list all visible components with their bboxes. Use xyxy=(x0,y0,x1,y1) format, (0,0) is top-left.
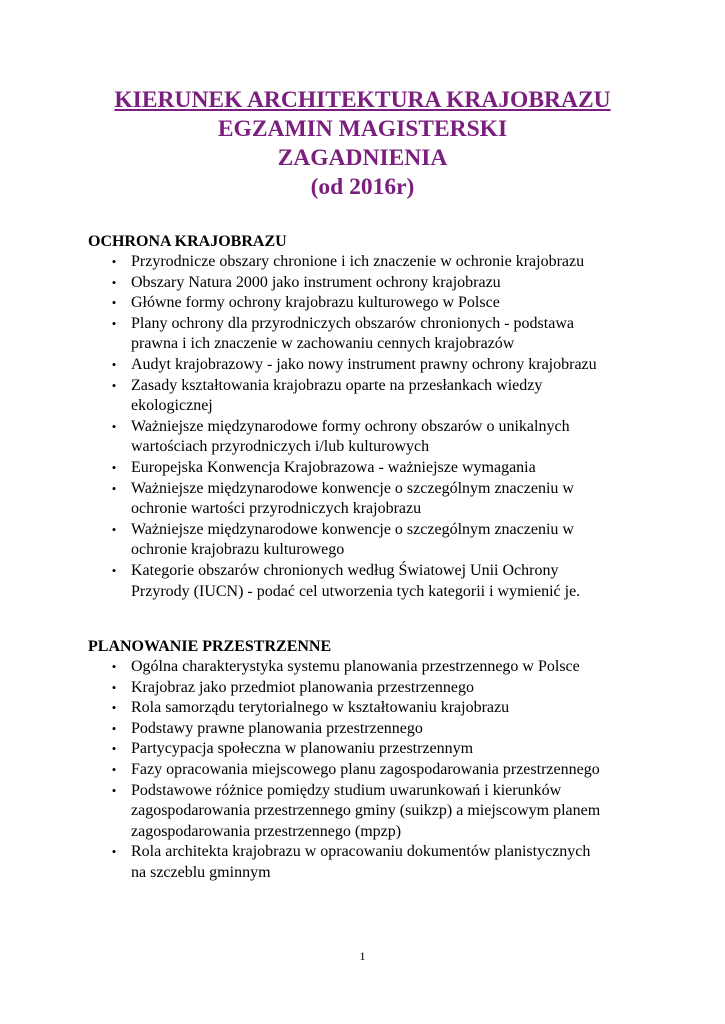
list-item-text-line: zagospodarowania przestrzennego gminy (suikzp) a miejscowym planem xyxy=(131,802,601,820)
section-heading: OCHRONA KRAJOBRAZU xyxy=(88,233,287,250)
bullet-icon: • xyxy=(111,741,117,757)
list-item-text-line: Audyt krajobrazowy - jako nowy instrument prawny ochrony krajobrazu xyxy=(131,355,597,373)
bullet-icon: • xyxy=(111,480,117,496)
list-item xyxy=(88,479,648,520)
list-item-text-line: na szczeblu gminnym xyxy=(131,863,271,881)
list-item xyxy=(88,561,648,602)
document-title xyxy=(0,86,725,202)
list-item-text-line: Partycypacja społeczna w planowaniu przestrzennym xyxy=(131,740,474,758)
list-item-text-line: Krajobraz jako przedmiot planowania przestrzennego xyxy=(131,678,474,696)
list-item xyxy=(88,355,648,376)
list-item xyxy=(88,273,648,294)
list-item xyxy=(88,314,648,355)
title-line-3: ZAGADNIENIA xyxy=(277,145,448,171)
list-item-text-line: Ważniejsze międzynarodowe konwencje o szczególnym znaczeniu w xyxy=(131,520,574,538)
list-item-text-line: Ważniejsze międzynarodowe formy ochrony obszarów o unikalnych xyxy=(131,417,570,435)
list-item xyxy=(88,698,648,719)
list-item xyxy=(88,458,648,479)
list-item-text-line: Podstawy prawne planowania przestrzennego xyxy=(131,719,423,737)
list-item xyxy=(88,842,648,883)
list-item-text-line: Ważniejsze międzynarodowe konwencje o szczególnym znaczeniu w xyxy=(131,479,574,497)
bullet-icon: • xyxy=(111,761,117,777)
bullet-icon: • xyxy=(111,782,117,798)
list-item-text-line: Przyrodnicze obszary chronione i ich znaczenie w ochronie krajobrazu xyxy=(131,253,585,270)
list-item-text-line: Kategorie obszarów chronionych według Światowej Unii Ochrony xyxy=(131,561,559,579)
bullet-icon: • xyxy=(111,356,117,372)
bullet-icon: • xyxy=(111,254,117,269)
list-item xyxy=(88,760,648,781)
list-item-text-line: prawna i ich znaczenie w zachowaniu cennych krajobrazów xyxy=(131,335,515,353)
list-item xyxy=(88,739,648,760)
bullet-icon: • xyxy=(111,274,117,290)
bullet-icon: • xyxy=(111,377,117,393)
bullet-icon: • xyxy=(111,562,117,578)
section-ochrona-krajobrazu xyxy=(88,232,648,602)
list-item-text-line: Rola samorządu terytorialnego w kształtowaniu krajobrazu xyxy=(131,699,510,717)
bullet-icon: • xyxy=(111,418,117,434)
bullet-icon: • xyxy=(111,679,117,695)
list-item xyxy=(88,781,648,843)
list-item-text-line: Podstawowe różnice pomiędzy studium uwarunkowań i kierunków xyxy=(131,781,562,799)
list-item-text-line: Ogólna charakterystyka systemu planowania przestrzennego w Polsce xyxy=(131,658,580,675)
list-item-text-line: zagospodarowania przestrzennego (mpzp) xyxy=(131,822,402,840)
bullet-icon: • xyxy=(111,844,117,860)
list-item xyxy=(88,657,648,678)
list-item-text-line: ochronie wartości przyrodniczych krajobrazu xyxy=(131,500,422,518)
title-line-1: KIERUNEK ARCHITEKTURA KRAJOBRAZU xyxy=(114,87,611,113)
bullet-icon: • xyxy=(111,459,117,475)
title-line-4: (od 2016r) xyxy=(310,174,415,200)
list-item-text-line: Europejska Konwencja Krajobrazowa - ważniejsze wymagania xyxy=(131,458,536,476)
list-item-text-line: ekologicznej xyxy=(131,397,213,415)
list-item-text-line: Główne formy ochrony krajobrazu kulturowego w Polsce xyxy=(131,294,500,312)
section-planowanie-przestrzenne xyxy=(88,637,648,884)
list-item xyxy=(88,376,648,417)
section-heading: PLANOWANIE PRZESTRZENNE xyxy=(88,638,332,655)
list-item-text-line: wartościach przyrodniczych i/lub kulturowych xyxy=(131,438,430,456)
page-number: 1 xyxy=(359,949,366,963)
list-item xyxy=(88,678,648,699)
title-line-2: EGZAMIN MAGISTERSKI xyxy=(217,116,508,142)
list-item xyxy=(88,520,648,561)
list-item-text-line: Plany ochrony dla przyrodniczych obszarów chronionych - podstawa xyxy=(131,314,574,332)
list-item-text-line: Zasady kształtowania krajobrazu oparte na przesłankach wiedzy xyxy=(131,376,543,394)
bullet-icon: • xyxy=(111,720,117,736)
bullet-icon: • xyxy=(111,700,117,716)
bullet-icon: • xyxy=(111,521,117,537)
list-item-text-line: Obszary Natura 2000 jako instrument ochrony krajobrazu xyxy=(131,273,501,291)
bullet-icon: • xyxy=(111,659,117,674)
bullet-list xyxy=(88,657,648,884)
list-item-text-line: Fazy opracowania miejscowego planu zagospodarowania przestrzennego xyxy=(131,760,600,778)
list-item-text-line: Przyrody (IUCN) - podać cel utworzenia tych kategorii i wymienić je. xyxy=(131,582,581,600)
bullet-list xyxy=(88,252,648,602)
bullet-icon: • xyxy=(111,295,117,311)
list-item xyxy=(88,293,648,314)
list-item xyxy=(88,252,648,273)
list-item-text-line: Rola architekta krajobrazu w opracowaniu dokumentów planistycznych xyxy=(131,843,591,861)
list-item-text-line: ochronie krajobrazu kulturowego xyxy=(131,541,345,559)
list-item xyxy=(88,719,648,740)
bullet-icon: • xyxy=(111,315,117,331)
list-item xyxy=(88,417,648,458)
